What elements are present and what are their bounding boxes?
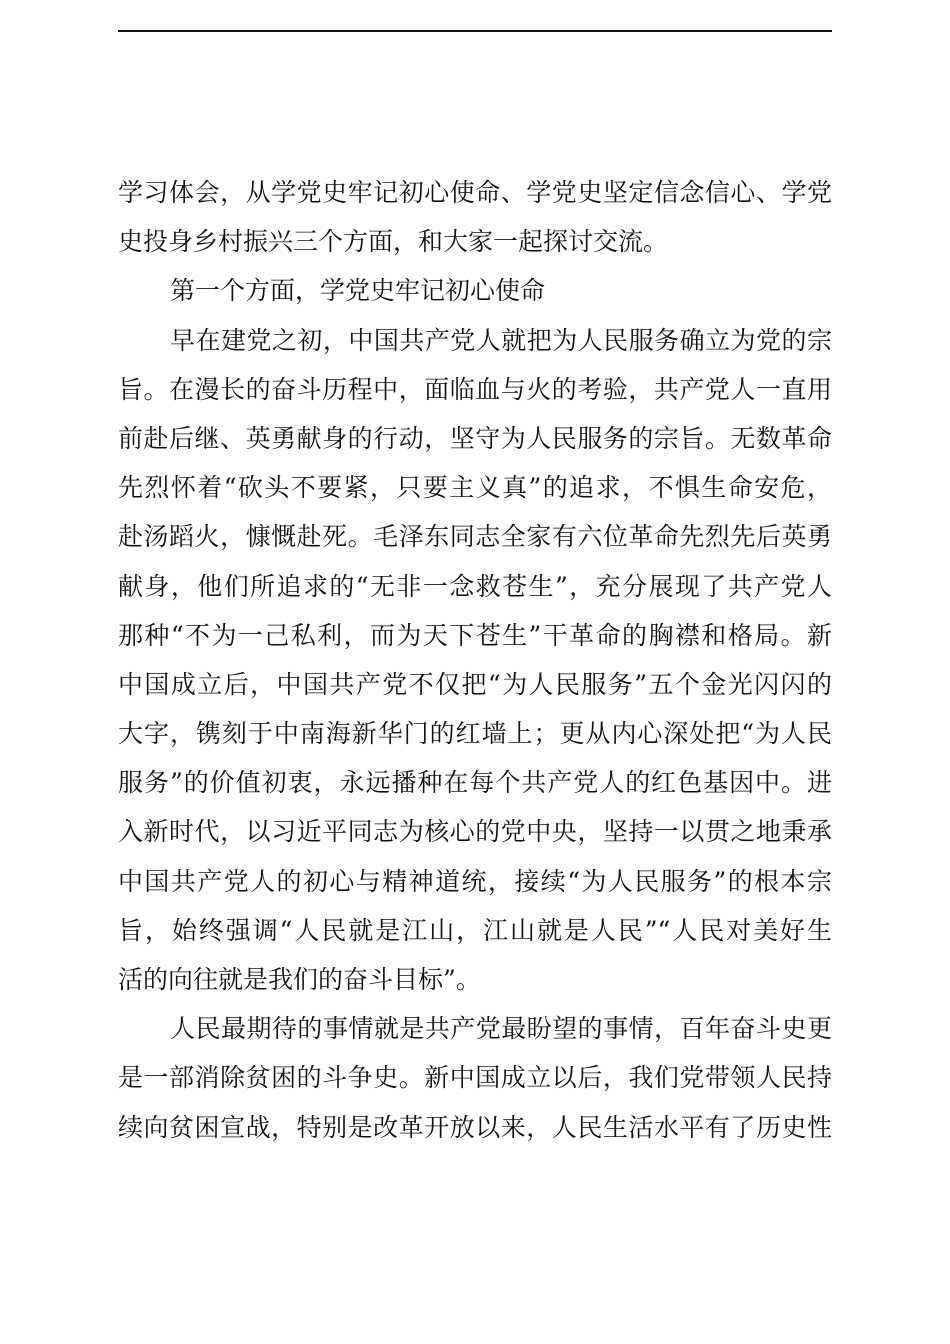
text-line: 赴汤蹈火，慷慨赴死。毛泽东同志全家有六位革命先烈先后英勇 xyxy=(118,522,832,552)
text-line: 是一部消除贫困的斗争史。新中国成立以后，我们党带领人民持 xyxy=(118,1063,832,1093)
text-line: 献身，他们所追求的“无非一念救苍生”，充分展现了共产党人 xyxy=(118,571,832,601)
text-line: 人民最期待的事情就是共产党最盼望的事情，百年奋斗史更 xyxy=(170,1014,832,1044)
text-line: 服务”的价值初衷，永远播种在每个共产党人的红色基因中。进 xyxy=(118,768,832,798)
text-line: 史投身乡村振兴三个方面，和大家一起探讨交流。 xyxy=(118,227,669,257)
document-body xyxy=(118,168,832,1152)
text-line: 大字，镌刻于中南海新华门的红墙上；更从内心深处把“为人民 xyxy=(118,719,832,749)
text-line: 学习体会，从学党史牢记初心使命、学党史坚定信念信心、学党 xyxy=(118,178,832,207)
text-line: 续向贫困宣战，特别是改革开放以来，人民生活水平有了历史性 xyxy=(118,1112,832,1142)
text-line: 第一个方面，学党史牢记初心使命 xyxy=(170,276,546,306)
text-line: 入新时代，以习近平同志为核心的党中央，坚持一以贯之地秉承 xyxy=(118,817,832,847)
text-line: 那种“不为一己私利，而为天下苍生”干革命的胸襟和格局。新 xyxy=(118,620,832,650)
text-line: 中国共产党人的初心与精神道统，接续“为人民服务”的根本宗 xyxy=(118,866,832,896)
text-line: 旨，始终强调“人民就是江山，江山就是人民”“人民对美好生 xyxy=(118,915,832,945)
text-line: 先烈怀着“砍头不要紧，只要主义真”的追求，不惧生命安危， xyxy=(118,473,832,503)
text-line: 早在建党之初，中国共产党人就把为人民服务确立为党的宗 xyxy=(170,325,832,355)
text-line: 前赴后继、英勇献身的行动，坚守为人民服务的宗旨。无数革命 xyxy=(118,423,832,453)
text-line: 旨。在漫长的奋斗历程中，面临血与火的考验，共产党人一直用 xyxy=(118,374,832,404)
header-rule xyxy=(118,30,832,32)
text-line: 中国成立后，中国共产党不仅把“为人民服务”五个金光闪闪的 xyxy=(118,669,832,699)
text-line: 活的向往就是我们的奋斗目标”。 xyxy=(118,965,481,994)
